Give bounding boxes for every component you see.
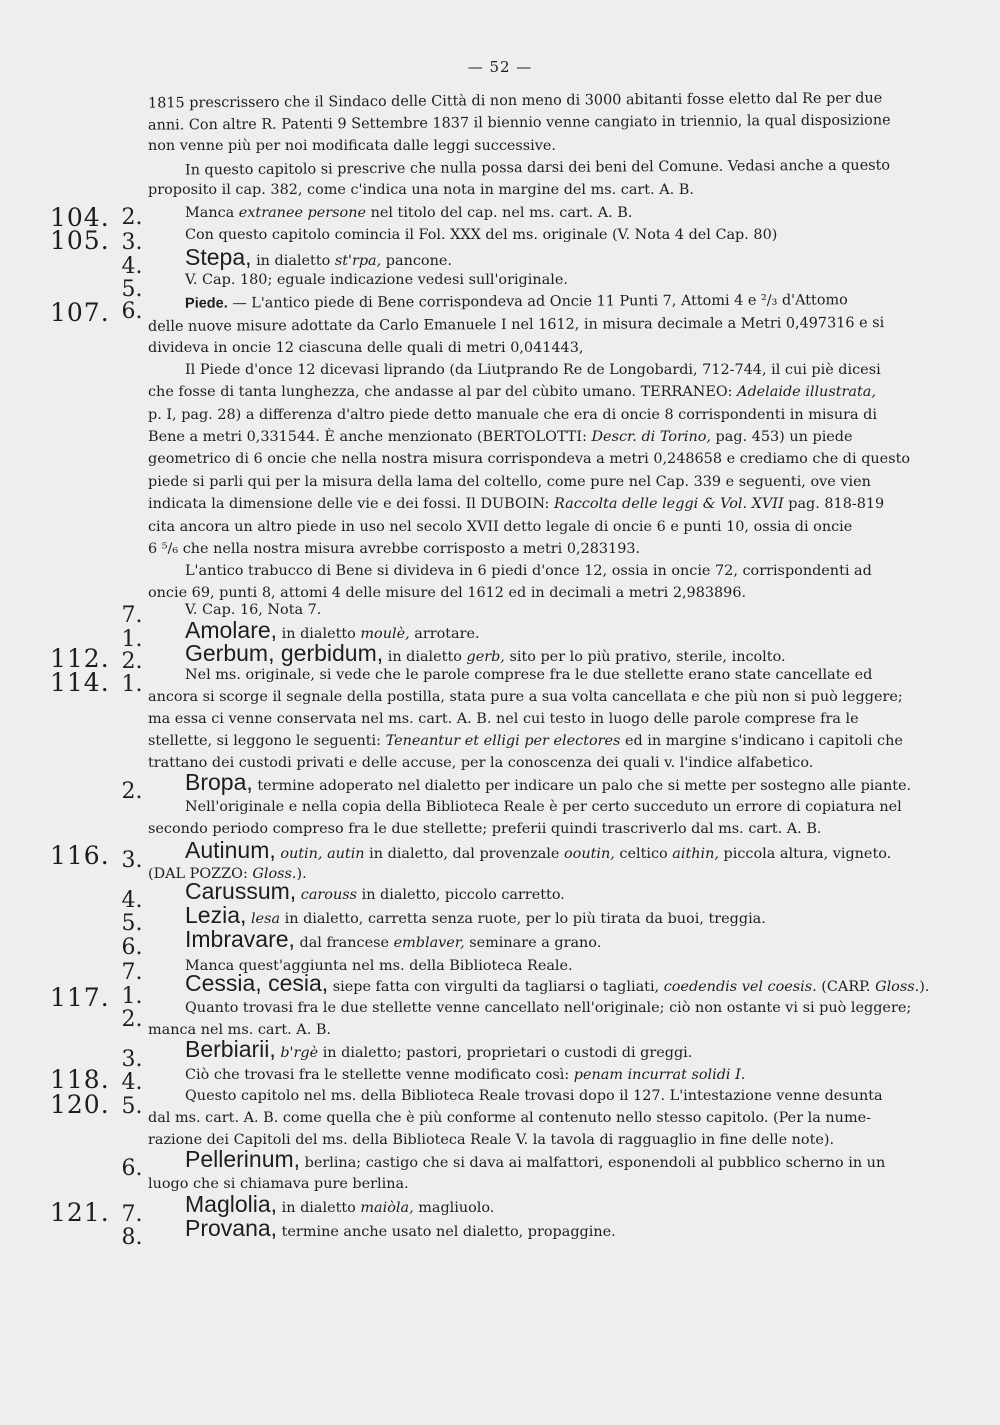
note-number: 3. xyxy=(121,848,143,873)
term: Cessia, cesia, xyxy=(185,970,329,996)
term: Stepa, xyxy=(185,244,252,270)
note-text: V. Cap. 16, Nota 7. xyxy=(185,602,322,618)
note-number: 1. xyxy=(121,984,143,1009)
note-number: 6. xyxy=(121,1156,143,1181)
term: Autinum, xyxy=(185,837,276,863)
text-line: delle nuove misure adottate da Carlo Emanuele I nel 1612, in misura decimale a Metri 0,497316 e si xyxy=(147,315,885,335)
note-number: 1. xyxy=(121,672,143,697)
text-line: razione dei Capitoli del ms. della Biblioteca Reale V. la tavola di ragguaglio in fine delle note). xyxy=(148,1132,835,1148)
note-text: Carussum, carouss in dialetto, piccolo carretto. xyxy=(185,878,565,904)
text-line: che fosse di tanta lunghezza, che andasse al par del cùbito umano. TERRANEO: Adelaide illustrata, xyxy=(148,384,876,400)
text-line: luogo che si chiamava pure berlina. xyxy=(148,1176,409,1192)
note-number: 8. xyxy=(121,1225,143,1250)
text-line: stellette, si leggono le seguenti: Teneantur et elligi per electores ed in margine s'indicano i capitoli che xyxy=(148,733,903,749)
text-line: piede si parli qui per la misura della lama del coltello, come pure nel Cap. 339 e seguenti, ove vien xyxy=(148,474,871,490)
text-line: geometrico di 6 oncie che nella nostra misura corrispondeva a metri 0,248658 e crediamo che di questo xyxy=(148,451,911,467)
note-text xyxy=(185,290,848,314)
note-number: 5. xyxy=(121,1094,143,1119)
note-body: termine adoperato nel dialetto per indicare un palo che si mette per sostegno alle piante. xyxy=(257,778,912,794)
term: Amolare, xyxy=(185,617,278,643)
text-line: ma essa ci venne conservata nel ms. cart. A. B. nel cui testo in luogo delle parole comprese fra le xyxy=(148,711,859,727)
chapter-number: 105. xyxy=(50,226,110,255)
note-number: 4. xyxy=(121,888,143,913)
text-line: Il Piede d'once 12 dicevasi liprando (da Liutprando Re de Longobardi, 712-744, il cui piè dicesi xyxy=(185,362,881,378)
note-text: Berbiarii, b'rgè in dialetto; pastori, proprietari o custodi di greggi. xyxy=(185,1036,693,1062)
note-number: 5. xyxy=(121,277,143,302)
note-text: Amolare, in dialetto moulè, arrotare. xyxy=(185,617,480,643)
term: Pellerinum, xyxy=(185,1146,301,1172)
note-text: Nel ms. originale, si vede che le parole comprese fra le due stellette erano state cancellate ed xyxy=(185,667,873,683)
note-number: 2. xyxy=(121,1007,143,1032)
note-text: Manca extranee persone nel titolo del cap. nel ms. cart. A. B. xyxy=(185,205,633,221)
chapter-number: 117. xyxy=(50,983,110,1012)
note-text: Maglolia, in dialetto maiòla, magliuolo. xyxy=(185,1191,495,1217)
term: Lezia, xyxy=(185,902,247,928)
text-line: proposito il cap. 382, come c'indica una nota in margine del ms. cart. A. B. xyxy=(148,182,694,198)
text-line: anni. Con altre R. Patenti 9 Settembre 1837 il biennio venne cangiato in triennio, la qual disposizione xyxy=(147,112,891,134)
text-line: dal ms. cart. A. B. come quella che è più conforme al contenuto nello stesso capitolo. (Per la nume- xyxy=(148,1110,871,1126)
note-number: 2. xyxy=(121,205,143,230)
chapter-number: 116. xyxy=(50,841,110,870)
text-line: cita ancora un altro piede in uso nel secolo XVII detto legale di oncie 6 e punti 10, ossia di oncie xyxy=(148,519,853,535)
note-number: 3. xyxy=(121,1047,143,1072)
chapter-number: 120. xyxy=(50,1090,110,1119)
note-number: 5. xyxy=(121,911,143,936)
note-body: berlina; castigo che si dava ai malfattori, esponendoli al pubblico scherno in un xyxy=(304,1155,886,1171)
text-line: Bene a metri 0,331544. È anche menzionato (BERTOLOTTI: Descr. di Torino, pag. 453) un piede xyxy=(148,429,853,445)
note-number: 3. xyxy=(121,230,143,255)
note-number: 1. xyxy=(121,627,143,652)
term: Imbravare, xyxy=(185,926,295,952)
chapter-number: 107. xyxy=(50,298,110,327)
text-line: secondo periodo compreso fra le due stellette; preferii quindi trascriverlo dal ms. cart. A. B. xyxy=(148,821,822,837)
note-text: Con questo capitolo comincia il Fol. XXX del ms. originale (V. Nota 4 del Cap. 80) xyxy=(185,227,778,243)
note-number: 7. xyxy=(121,603,143,628)
note-text: Ciò che trovasi fra le stellette venne modificato così: penam incurrat solidi I. xyxy=(185,1067,746,1083)
note-number: 7. xyxy=(121,1202,143,1227)
page-number: — 52 — xyxy=(467,58,533,76)
note-text xyxy=(185,1146,886,1174)
chapter-number: 118. xyxy=(50,1065,110,1094)
text-line: (DAL POZZO: Gloss.). xyxy=(148,866,307,882)
text-line: trattano dei custodi privati e delle accuse, per la conoscenza dei quali v. l'indice alfabetico. xyxy=(148,755,814,771)
note-text: Stepa, in dialetto st'rpa, pancone. xyxy=(185,244,452,270)
note-number: 4. xyxy=(121,1070,143,1095)
text-line: Nell'originale e nella copia della Biblioteca Reale è per certo succeduto un errore di copiatura nel xyxy=(185,799,902,815)
note-number: 2. xyxy=(121,779,143,804)
chapter-number: 104. xyxy=(50,203,110,232)
text-line: oncie 69, punti 8, attomi 4 delle misure del 1612 ed in decimali a metri 2,983896. xyxy=(148,585,747,601)
term: Carussum, xyxy=(185,878,297,904)
note-number: 2. xyxy=(121,649,143,674)
text-line: 1815 prescrissero che il Sindaco delle Città di non meno di 3000 abitanti fosse eletto dal Re per due xyxy=(147,90,883,112)
text-line: L'antico trabucco di Bene si divideva in 6 piedi d'once 12, ossia in oncie 72, corrispondenti ad xyxy=(185,563,872,579)
term: Piede. xyxy=(184,295,228,312)
note-text: Quanto trovasi fra le due stellette venne cancellato nell'originale; ciò non ostante vi si può leggere; xyxy=(185,1000,912,1016)
text-line: divideva in oncie 12 ciascuna delle quali di metri 0,041443, xyxy=(148,340,584,356)
note-body: — L'antico piede di Bene corrispondeva ad Oncie 11 Punti 7, Attomi 4 e ²/₃ d'Attomo xyxy=(232,292,848,312)
note-number: 6. xyxy=(121,935,143,960)
chapter-number: 112. xyxy=(50,644,110,673)
note-number: 7. xyxy=(121,960,143,985)
note-text: Questo capitolo nel ms. della Biblioteca Reale trovasi dopo il 127. L'intestazione venne desunta xyxy=(185,1088,883,1104)
note-text: Cessia, cesia, siepe fatta con virgulti da tagliarsi o tagliati, coedendis vel coesis. (CARP. Gloss.). xyxy=(185,970,930,996)
term: Bropa, xyxy=(185,769,253,795)
text-line: non venne più per noi modificata dalle leggi successive. xyxy=(148,138,556,154)
note-text: Provana, termine anche usato nel dialetto, propaggine. xyxy=(185,1215,616,1241)
chapter-number: 114. xyxy=(50,668,110,697)
term: Gerbum, gerbidum, xyxy=(185,640,384,666)
chapter-number: 121. xyxy=(50,1198,110,1227)
term: Maglolia, xyxy=(185,1191,278,1217)
note-text: V. Cap. 180; eguale indicazione vedesi sull'originale. xyxy=(185,272,568,288)
note-text: Autinum, outin, autin in dialetto, dal provenzale ooutin, celtico aithin, piccola altura, vigneto. xyxy=(185,837,892,863)
text-line: indicata la dimensione delle vie e dei fossi. Il DUBOIN: Raccolta delle leggi & Vol. XVII pag. 818-819 xyxy=(148,496,885,512)
text-line: p. I, pag. 28) a differenza d'altro piede detto manuale che era di oncie 8 corrispondenti in misura di xyxy=(148,407,877,423)
text-line: 6 ⁵/₆ che nella nostra misura avrebbe corrisposto a metri 0,283193. xyxy=(148,541,641,557)
note-text: Manca quest'aggiunta nel ms. della Biblioteca Reale. xyxy=(185,958,573,974)
text-line: ancora si scorge il segnale della postilla, stata pure a sua volta cancellata e che più non si può leggere; xyxy=(148,689,903,705)
note-text: Gerbum, gerbidum, in dialetto gerb, sito per lo più prativo, sterile, incolto. xyxy=(185,640,786,666)
note-number: 4. xyxy=(121,254,143,279)
note-text: Lezia, lesa in dialetto, carretta senza ruote, per lo più tirata da buoi, treggia. xyxy=(185,902,766,928)
term: Provana, xyxy=(185,1215,278,1241)
term: Berbiarii, xyxy=(185,1036,276,1062)
note-text xyxy=(185,769,912,797)
note-text: Imbravare, dal francese emblaver, seminare a grano. xyxy=(185,926,602,952)
text-line: manca nel ms. cart. A. B. xyxy=(148,1022,331,1038)
note-number: 6. xyxy=(121,299,143,324)
text-line: In questo capitolo si prescrive che nulla possa darsi dei beni del Comune. Vedasi anche a questo xyxy=(184,157,891,179)
